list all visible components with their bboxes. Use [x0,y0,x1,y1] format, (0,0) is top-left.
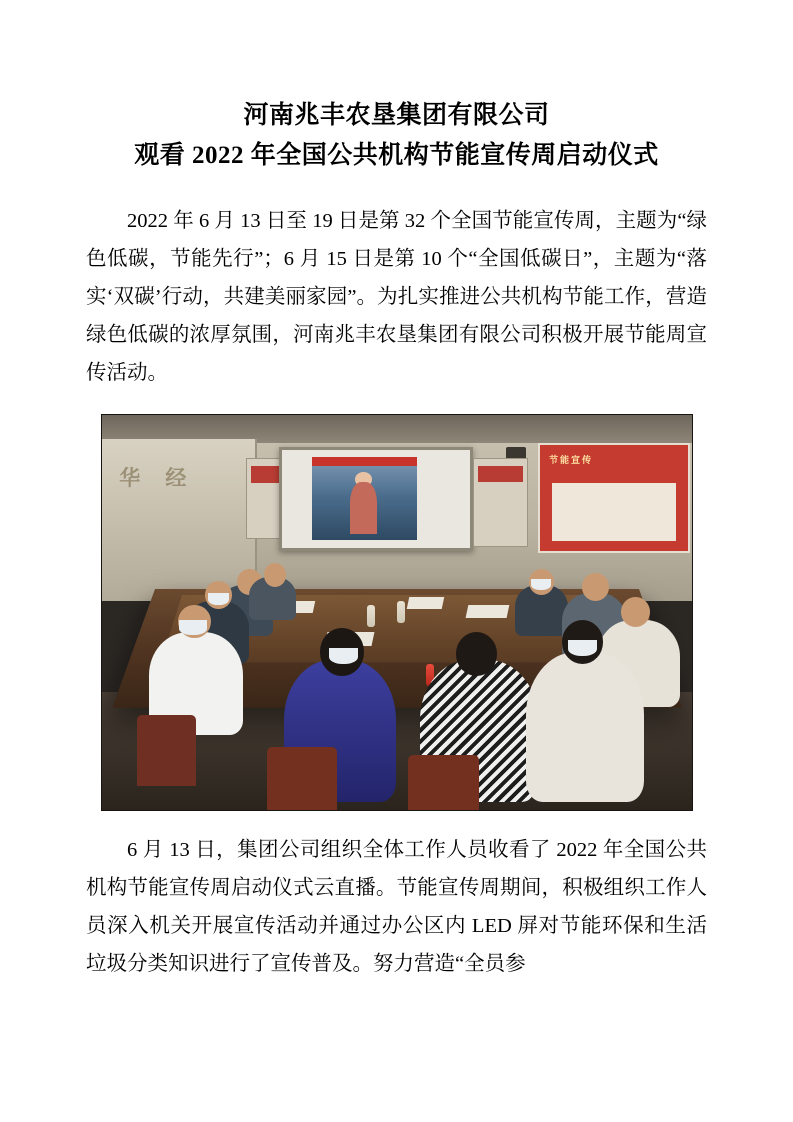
photo-face-mask [568,640,598,656]
photo-document-paper [407,597,445,609]
photo-red-poster [538,443,690,554]
figure [86,414,707,811]
title-line-2: 观看 2022 年全国公共机构节能宣传周启动仪式 [134,142,659,169]
photo-chair [267,747,338,810]
photo-screen-presenter-body [350,482,377,533]
page-title [86,96,707,176]
photo-attendee-head [582,573,609,601]
photo-attendee-foreground [526,652,644,802]
photo-wall-calligraphy: 华 经 [119,466,197,491]
photo-face-mask [531,579,551,590]
photo-face-mask [179,620,206,634]
paragraph-1: 2022 年 6 月 13 日至 19 日是第 32 个全国节能宣传周，主题为“绿色低碳，节能先行”；6 月 15 日是第 10 个“全国低碳日”，主题为“落实‘双碳’行动，共建美丽家园”。为扎实推进公共机构节能工作，营造绿色低碳的浓厚氛围，河南兆丰农垦集团有限公司积极开展节能周宣传活动。 [86,210,707,384]
photo-chair [408,755,479,810]
photo-chair [137,715,196,786]
photo-attendee-head [621,597,651,627]
photo-attendee-head [456,632,497,675]
photo-screen-content [312,457,418,540]
photo-screen-banner [312,457,418,465]
photo-poster-text: 节能宣传 [548,455,593,466]
photo-face-mask [208,593,229,605]
photo-water-bottle [367,605,375,627]
title-line-1: 河南兆丰农垦集团有限公司 [243,102,550,129]
photo-projection-screen [279,447,474,552]
photo-document-paper [466,605,510,618]
paragraph-2: 6 月 13 日，集团公司组织全体工作人员收看了 2022 年全国公共机构节能宣传周启动仪式云直播。节能宣传周期间，积极组织工作人员深入机关开展宣传活动并通过办公区内 LED 屏对节能环保和生活垃圾分类知识进行了宣传普及。努力营造“全员参 [86,839,707,975]
photo-attendee-head [264,563,286,587]
photo-face-mask [329,648,359,664]
photo-poster-panel [552,483,676,541]
meeting-photo [101,414,693,811]
photo-water-bottle [397,601,405,623]
photo-bulletin-board-right [473,458,528,547]
